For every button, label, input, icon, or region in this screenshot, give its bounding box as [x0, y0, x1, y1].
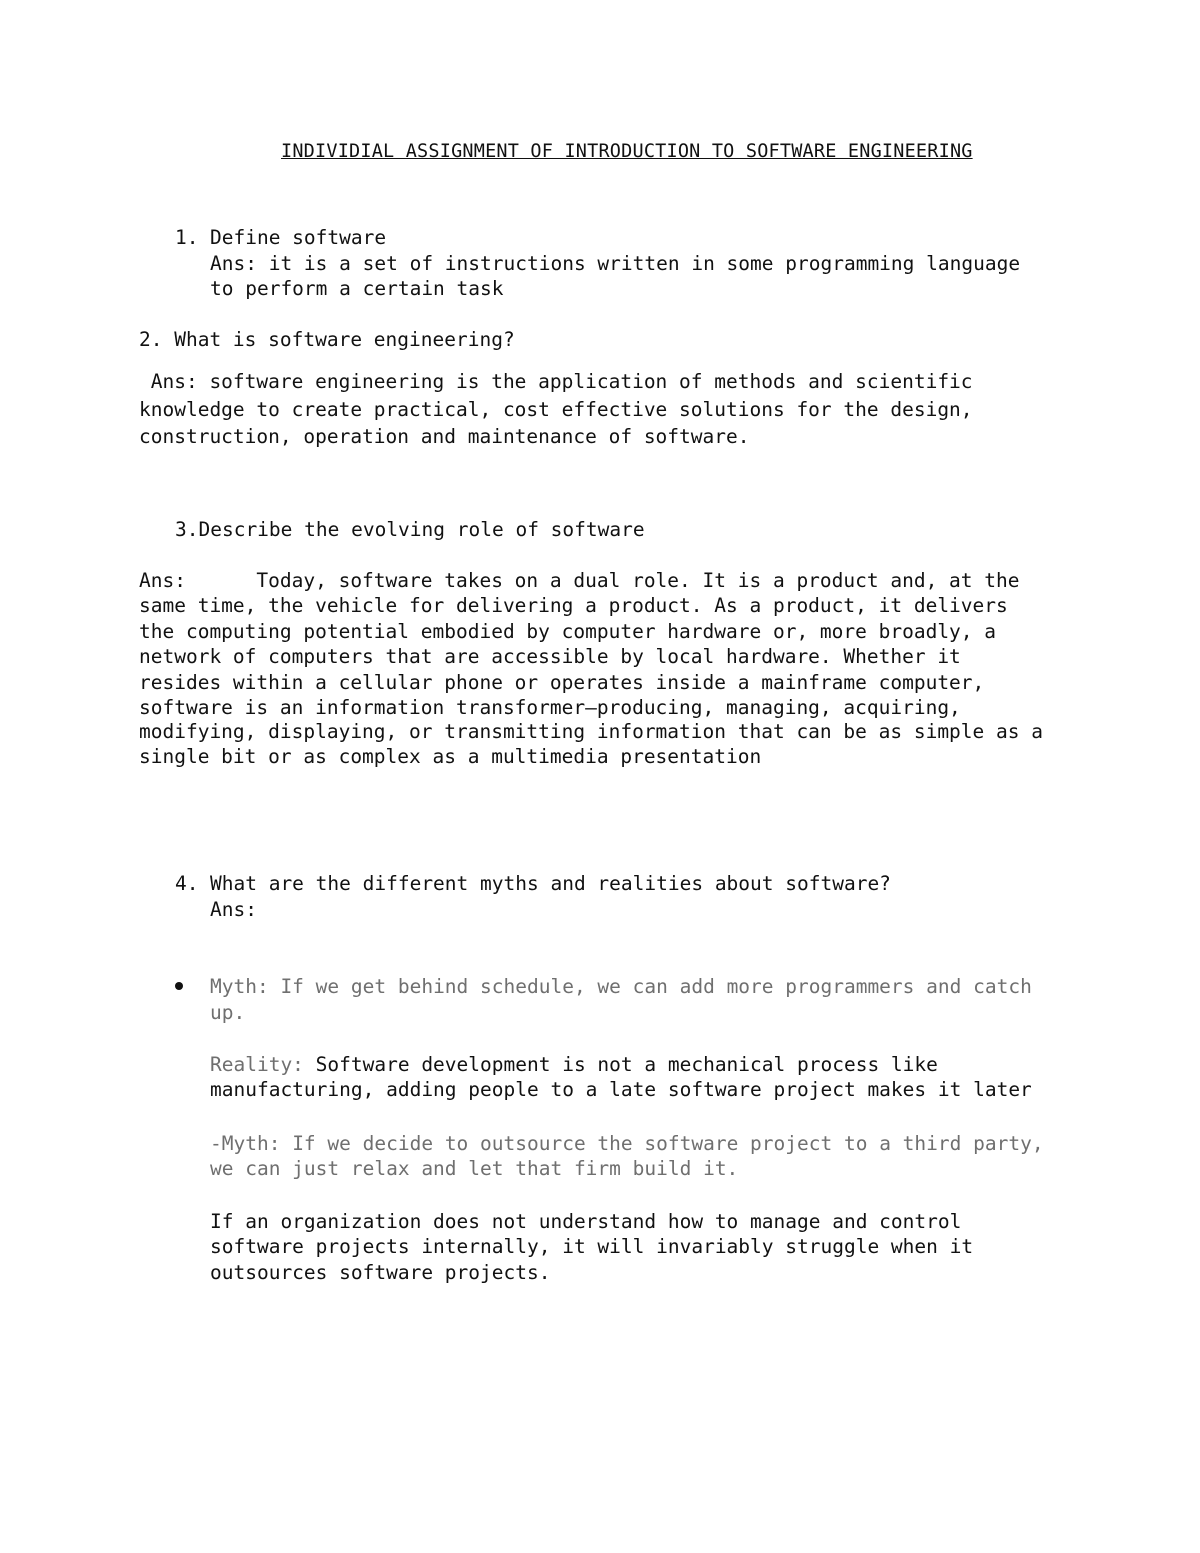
q4-answer-label: Ans: [210, 898, 257, 921]
q2-question: 2. What is software engineering? [139, 328, 515, 351]
reality-2-line-3: outsources software projects. [210, 1261, 551, 1284]
q2-answer-line-1: Ans: software engineering is the application of methods and scientific [139, 370, 973, 393]
q1-question: Define software [210, 226, 387, 249]
reality-1-prefix: Reality: [210, 1053, 304, 1076]
q3-answer-line-1: Ans: Today, software takes on a dual role. It is a product and, at the [139, 569, 1020, 592]
q3-answer-line-4: network of computers that are accessible by local hardware. Whether it [139, 645, 961, 668]
q4-number: 4. [175, 872, 199, 895]
reality-1-line-1 [210, 1052, 938, 1078]
myth-1-line-2: up. [210, 1001, 246, 1024]
q2-answer-line-3: construction, operation and maintenance of software. [139, 425, 750, 448]
reality-1-line-2: manufacturing, adding people to a late software project makes it later [210, 1078, 1032, 1101]
myth-1-text: If we get behind schedule, we can add more programmers and catch [268, 975, 1032, 998]
q3-answer-line-7: modifying, displaying, or transmitting information that can be as simple as a [139, 720, 1043, 743]
reality-1-text: Software development is not a mechanical process like [303, 1053, 938, 1076]
document-title: INDIVIDIAL ASSIGNMENT OF INTRODUCTION TO SOFTWARE ENGINEERING [281, 141, 973, 162]
myth-1-prefix: Myth: [210, 975, 269, 998]
bullet-icon [175, 982, 183, 990]
q1-answer-line-2: to perform a certain task [210, 277, 504, 300]
q3-answer-line-2: same time, the vehicle for delivering a product. As a product, it delivers [139, 594, 1008, 617]
myth-2-line-1 [210, 1131, 1044, 1157]
q2-answer-line-2: knowledge to create practical, cost effective solutions for the design, [139, 398, 973, 421]
reality-2-line-2: software projects internally, it will invariably struggle when it [210, 1235, 974, 1258]
q4-question: What are the different myths and realities about software? [210, 872, 891, 895]
myth-2-prefix: -Myth: [210, 1132, 281, 1155]
q3-answer-line-8: single bit or as complex as a multimedia presentation [139, 745, 762, 768]
q1-number: 1. [175, 226, 199, 249]
myth-1-line-1 [210, 974, 1032, 1000]
q3-answer-line-3: the computing potential embodied by computer hardware or, more broadly, a [139, 620, 997, 643]
reality-2-line-1: If an organization does not understand how to manage and control [210, 1210, 962, 1233]
q1-answer-line-1: Ans: it is a set of instructions written in some programming language [210, 252, 1021, 275]
q3-question: 3.Describe the evolving role of software [175, 518, 645, 541]
q3-answer-line-6: software is an information transformer—producing, managing, acquiring, [139, 696, 961, 719]
myth-2-text: If we decide to outsource the software project to a third party, [280, 1132, 1044, 1155]
myth-2-line-2: we can just relax and let that firm build it. [210, 1157, 739, 1180]
q3-answer-line-5: resides within a cellular phone or operates inside a mainframe computer, [139, 671, 985, 694]
